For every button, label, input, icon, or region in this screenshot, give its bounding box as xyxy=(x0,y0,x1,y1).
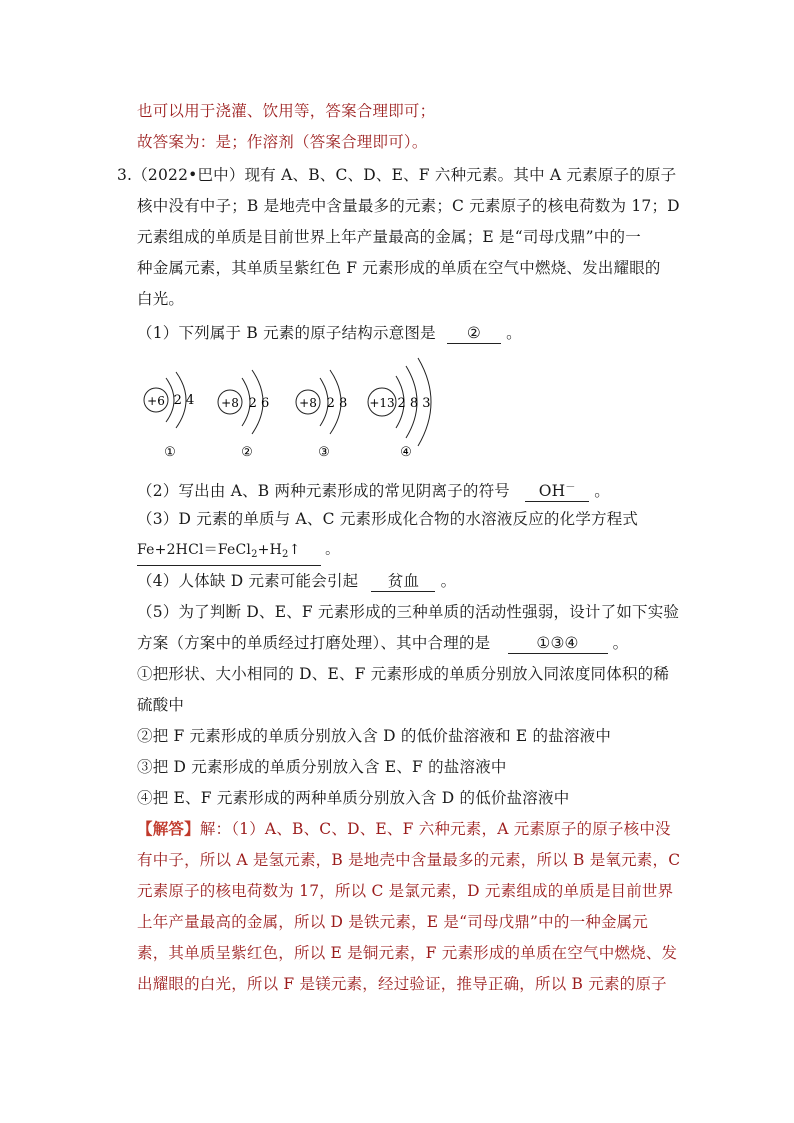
q3-part3-end: 。 xyxy=(325,542,340,558)
atom-diagram-4 xyxy=(368,358,431,460)
q3-part1-answer-blank xyxy=(447,323,501,344)
q3-solution-line-5: 出耀眼的白光，所以 F 是镁元素，经过验证，推导正确，所以 B 元素的原子 xyxy=(137,975,667,993)
atom2-shells: 2 6 xyxy=(248,396,270,411)
atom1-shells: 2 4 xyxy=(173,393,195,408)
q3-part2-answer-charge: － xyxy=(565,482,576,493)
q3-stem-line-2: 核中没有中子；B 是地壳中含量最多的元素；C 元素原子的核电荷数为 17；D xyxy=(137,197,680,215)
atom-diagram-3 xyxy=(296,370,347,460)
q3-part4-answer: 贫血 xyxy=(387,572,420,590)
q3-option-1-cont: 硫酸中 xyxy=(137,696,185,714)
q3-part5-end: 。 xyxy=(612,634,629,652)
q3-part4 xyxy=(137,571,456,592)
eq-part-a: Fe+2HCl＝FeCl xyxy=(137,542,252,558)
atom-diagram-2 xyxy=(218,370,269,460)
atom4-label: ④ xyxy=(400,445,412,460)
q3-part4-end: 。 xyxy=(440,572,457,590)
q3-part1-answer: ② xyxy=(466,324,481,342)
q3-part3-text: （3）D 元素的单质与 A、C 元素形成化合物的水溶液反应的化学方程式 xyxy=(137,510,639,528)
q3-part1-end: 。 xyxy=(506,324,522,342)
atom3-label: ③ xyxy=(318,445,330,460)
eq-gas-arrow: ↑ xyxy=(288,542,301,558)
atom4-shells: 2 8 3 xyxy=(397,396,431,411)
q3-solution-line-2: 元素原子的核电荷数为 17，所以 C 是氯元素，D 元素组成的单质是目前世界 xyxy=(137,882,674,900)
prev-answer-line-1: 也可以用于浇灌、饮用等，答案合理即可； xyxy=(137,102,436,120)
q3-part5-text: （5）为了判断 D、E、F 元素形成的三种单质的活动性强弱，设计了如下实验 xyxy=(137,603,680,621)
q3-part2-end: 。 xyxy=(594,482,610,500)
q3-part5-answer: ①③④ xyxy=(536,634,579,652)
atomic-structure-diagrams xyxy=(130,352,450,462)
eq-sub-2: 2 xyxy=(282,549,289,560)
q3-stem-line-3: 元素组成的单质是目前世界上年产量最高的金属；E 是“司母戊鼎”中的一 xyxy=(137,228,641,246)
q3-part4-answer-blank xyxy=(371,571,435,592)
atom1-nucleus: +6 xyxy=(147,394,165,408)
atom-diagram-1 xyxy=(144,372,194,460)
q3-part3-equation-line xyxy=(137,540,339,566)
q3-stem-line-1: 3.（2022•巴中）现有 A、B、C、D、E、F 六种元素。其中 A 元素原子的原子 xyxy=(117,166,677,184)
q3-solution-line-4: 素，其单质呈紫红色，所以 E 是铜元素，F 元素形成的单质在空气中燃烧、发 xyxy=(137,944,678,962)
q3-part2-text: （2）写出由 A、B 两种元素形成的常见阴离子的符号 xyxy=(137,482,511,500)
atom2-label: ② xyxy=(241,445,253,460)
q3-part3-equation xyxy=(137,540,321,566)
q3-part1 xyxy=(137,323,522,344)
solution-tag: 【解答】 xyxy=(137,819,200,838)
eq-sub-1: 2 xyxy=(251,549,258,560)
q3-part2-answer: OH xyxy=(538,482,566,500)
q3-solution-first xyxy=(137,819,671,839)
q3-part1-text: （1）下列属于 B 元素的原子结构示意图是 xyxy=(137,324,436,342)
q3-part2-answer-blank xyxy=(525,478,589,502)
q3-option-2: ②把 F 元素形成的单质分别放入含 D 的低价盐溶液和 E 的盐溶液中 xyxy=(137,727,612,745)
prev-answer-line-2: 故答案为：是；作溶剂（答案合理即可）。 xyxy=(137,133,428,151)
q3-option-3: ③把 D 元素形成的单质分别放入含 E、F 的盐溶液中 xyxy=(137,758,507,776)
q3-option-4: ④把 E、F 元素形成的两种单质分别放入含 D 的低价盐溶液中 xyxy=(137,789,570,807)
q3-stem-line-5: 白光。 xyxy=(137,290,185,308)
q3-part5-answer-blank xyxy=(508,633,608,654)
q3-option-1: ①把形状、大小相同的 D、E、F 元素形成的单质分别放入同浓度同体积的稀 xyxy=(137,665,670,683)
q3-solution-line-1: 有中子，所以 A 是氢元素，B 是地壳中含量最多的元素，所以 B 是氧元素，C xyxy=(137,851,681,869)
atom3-nucleus: +8 xyxy=(299,396,317,410)
solution-first-text: 解：（1）A、B、C、D、E、F 六种元素，A 元素原子的原子核中没 xyxy=(199,820,671,838)
q3-solution-line-3: 上年产量最高的金属，所以 D 是铁元素，E 是“司母戊鼎”中的一种金属元 xyxy=(137,913,649,931)
q3-part2 xyxy=(137,478,610,502)
atom4-nucleus: +13 xyxy=(369,396,395,410)
atom2-nucleus: +8 xyxy=(221,396,239,410)
q3-part5-text2: 方案（方案中的单质经过打磨处理）、其中合理的是 xyxy=(137,634,491,652)
q3-part5-line2 xyxy=(137,633,628,654)
q3-part4-text: （4）人体缺 D 元素可能会引起 xyxy=(137,572,359,590)
q3-stem-line-4: 种金属元素，其单质呈紫红色 F 元素形成的单质在空气中燃烧、发出耀眼的 xyxy=(137,259,661,277)
atom3-shells: 2 8 xyxy=(326,396,348,411)
eq-part-b: +H xyxy=(257,542,282,558)
atom1-label: ① xyxy=(164,445,176,460)
